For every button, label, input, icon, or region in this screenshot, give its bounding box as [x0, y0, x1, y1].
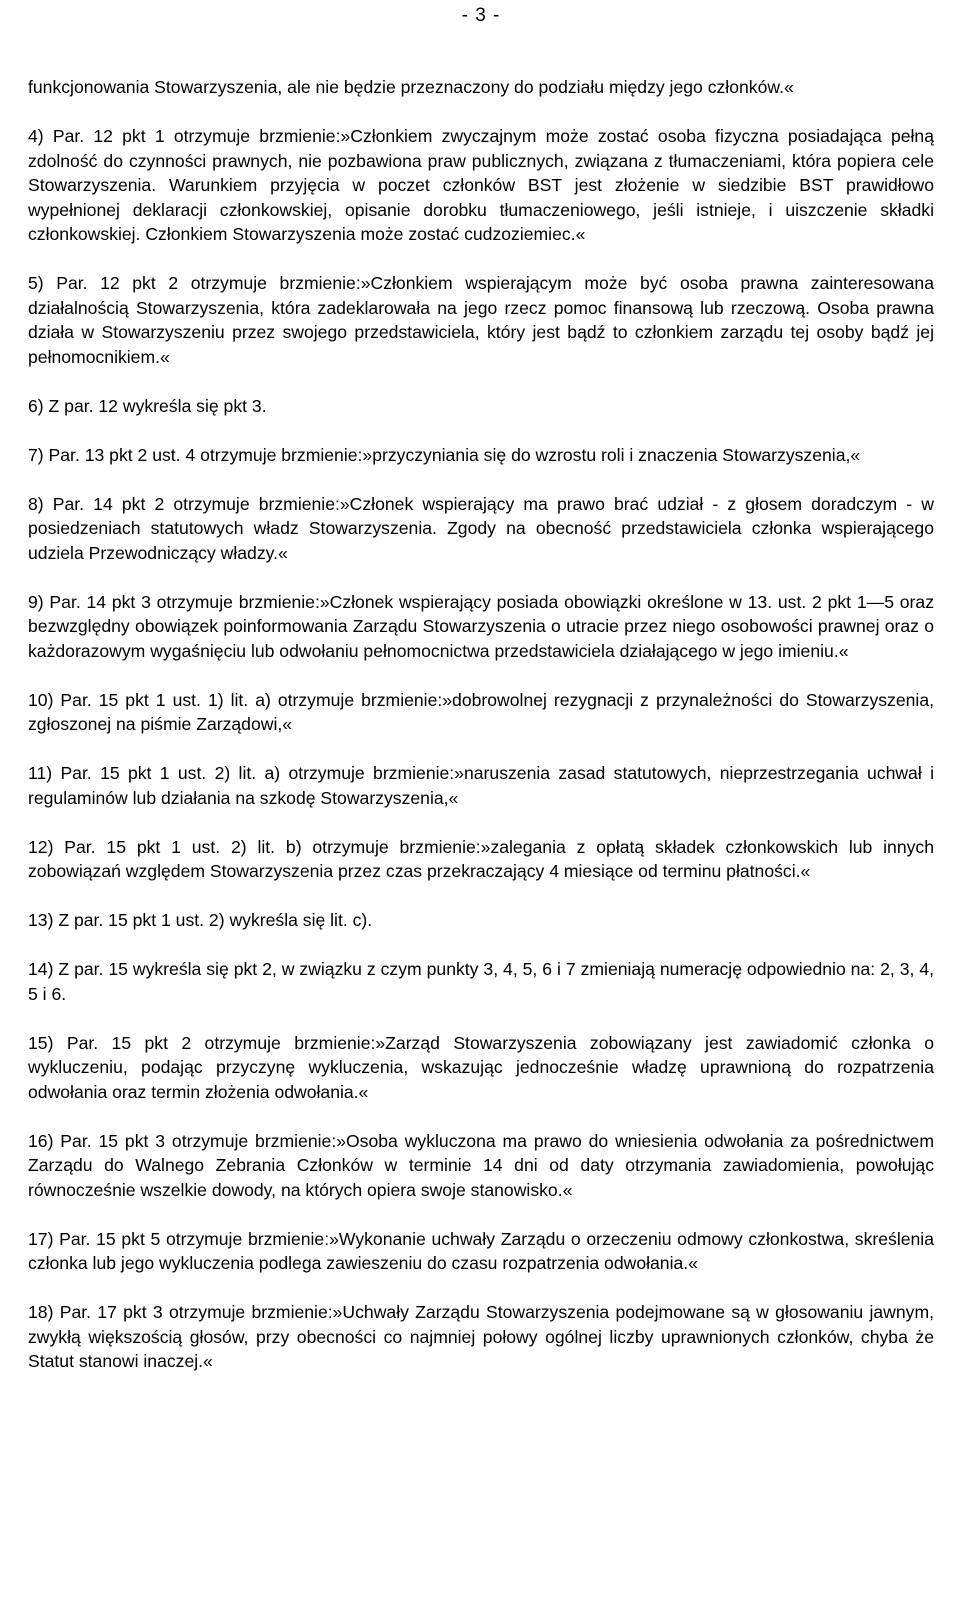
- paragraph-item-6: 6) Z par. 12 wykreśla się pkt 3.: [28, 395, 267, 416]
- paragraph-item-12: 12) Par. 15 pkt 1 ust. 2) lit. b) otrzymuje brzmienie:»zalegania z opłatą składek członkowskich lub innych zobowiązań względem Stowarzyszenia przez czas przekraczający 4 miesiące od terminu płatności.«: [28, 836, 934, 881]
- paragraph-item-5: 5) Par. 12 pkt 2 otrzymuje brzmienie:»Członkiem wspierającym może być osoba prawna zainteresowana działalnością Stowarzyszenia, która zadeklarowała na jego rzecz pomoc finansową lub rzeczową. Osoba prawna działa w Stowarzyszeniu przez swojego przedstawiciela, który jest bądź to członkiem zarządu tej osoby bądź jej pełnomocnikiem.«: [28, 273, 934, 367]
- paragraph-item-16: 16) Par. 15 pkt 3 otrzymuje brzmienie:»Osoba wykluczona ma prawo do wniesienia odwołania za pośrednictwem Zarządu do Walnego Zebrania Członków w terminie 14 dni od daty otrzymania zawiadomienia, powołując równocześnie wszelkie dowody, na których opiera swoje stanowisko.«: [28, 1130, 934, 1200]
- document-page: [28, 0, 934, 1398]
- paragraph-item-17: 17) Par. 15 pkt 5 otrzymuje brzmienie:»Wykonanie uchwały Zarządu o orzeczeniu odmowy członkostwa, skreślenia członka lub jego wykluczenia podlega zawieszeniu do czasu rozpatrzenia odwołania.«: [28, 1228, 934, 1273]
- paragraph-item-10: 10) Par. 15 pkt 1 ust. 1) lit. a) otrzymuje brzmienie:»dobrowolnej rezygnacji z przynależności do Stowarzyszenia, zgłoszonej na piśmie Zarządowi,«: [28, 689, 934, 734]
- paragraph-item-14: 14) Z par. 15 wykreśla się pkt 2, w związku z czym punkty 3, 4, 5, 6 i 7 zmieniają numerację odpowiednio na: 2, 3, 4, 5 i 6.: [28, 959, 934, 1004]
- paragraph-item-11: 11) Par. 15 pkt 1 ust. 2) lit. a) otrzymuje brzmienie:»naruszenia zasad statutowych, nieprzestrzegania uchwał i regulaminów lub działania na szkodę Stowarzyszenia,«: [28, 763, 934, 808]
- page-number: - 3 -: [461, 5, 501, 26]
- paragraph-continuation: funkcjonowania Stowarzyszenia, ale nie będzie przeznaczony do podziału między jego członków.«: [28, 77, 794, 97]
- paragraph-item-9: 9) Par. 14 pkt 3 otrzymuje brzmienie:»Członek wspierający posiada obowiązki określone w 13. ust. 2 pkt 1—5 oraz bezwzględny obowiązek poinformowania Zarządu Stowarzyszenia o utracie przez niego osobowości prawnej oraz o każdorazowym wygaśnięciu lub odwołaniu pełnomocnictwa przedstawiciela działającego w jego imieniu.«: [28, 591, 934, 661]
- paragraph-item-13: 13) Z par. 15 pkt 1 ust. 2) wykreśla się lit. c).: [28, 910, 373, 930]
- paragraph-item-15: 15) Par. 15 pkt 2 otrzymuje brzmienie:»Zarząd Stowarzyszenia zobowiązany jest zawiadomić członka o wykluczeniu, podając przyczynę wykluczenia, wskazując jednocześnie władzę uprawnioną do rozpatrzenia odwołania oraz termin złożenia odwołania.«: [28, 1032, 934, 1102]
- paragraph-item-4: 4) Par. 12 pkt 1 otrzymuje brzmienie:»Członkiem zwyczajnym może zostać osoba fizyczna posiadająca pełną zdolność do czynności prawnych, nie pozbawiona praw publicznych, związana z tłumaczeniami, która popiera cele Stowarzyszenia. Warunkiem przyjęcia w poczet członków BST jest złożenie w siedzibie BST prawidłowo wypełnionej deklaracji członkowskiej, opisanie dorobku tłumaczeniowego, jeśli istnieje, i uiszczenie składki członkowskiej. Członkiem Stowarzyszenia może zostać cudzoziemiec.«: [28, 126, 934, 244]
- paragraph-item-7: 7) Par. 13 pkt 2 ust. 4 otrzymuje brzmienie:»przyczyniania się do wzrostu roli i znaczenia Stowarzyszenia,«: [28, 444, 861, 465]
- paragraph-item-18: 18) Par. 17 pkt 3 otrzymuje brzmienie:»Uchwały Zarządu Stowarzyszenia podejmowane są w głosowaniu jawnym, zwykłą większością głosów, przy obecności co najmniej połowy ogólnej liczby uprawnionych członków, chyba że Statut stanowi inaczej.«: [28, 1302, 934, 1371]
- paragraph-item-8: 8) Par. 14 pkt 2 otrzymuje brzmienie:»Członek wspierający ma prawo brać udział - z głosem doradczym - w posiedzeniach statutowych władz Stowarzyszenia. Zgody na obecność przedstawiciela członka wspierającego udziela Przewodniczący władzy.«: [28, 493, 934, 563]
